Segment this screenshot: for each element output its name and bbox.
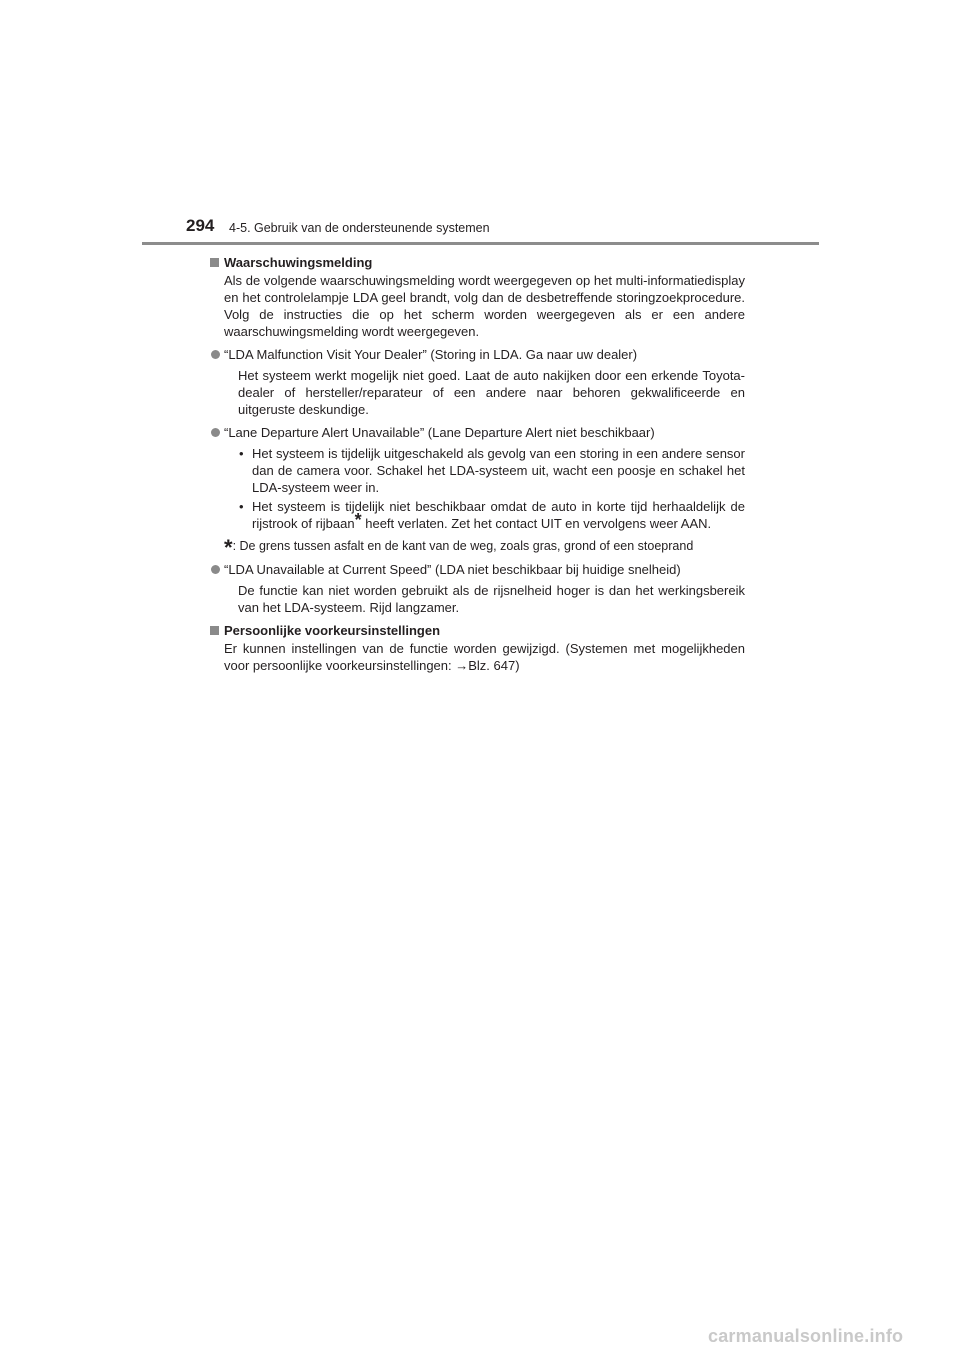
dot-marker: • xyxy=(239,446,244,461)
section-heading-text: Waarschuwingsmelding xyxy=(224,255,373,270)
sub-list-text-start: Het systeem is tijdelijk niet beschikbaar omdat de auto in korte tijd herhaaldelijk de rijstrook of rijbaan xyxy=(252,499,745,531)
round-bullet-icon xyxy=(211,428,220,437)
round-bullet-icon xyxy=(211,565,220,574)
footnote-star-icon: * xyxy=(354,510,362,530)
section-heading xyxy=(210,254,745,271)
bullet-item xyxy=(210,561,745,578)
section-paragraph xyxy=(210,640,745,674)
section-title: 4-5. Gebruik van de ondersteunende systemen xyxy=(229,221,490,235)
square-bullet-icon xyxy=(210,626,219,635)
sub-list-item xyxy=(210,498,745,532)
section-heading xyxy=(210,622,745,639)
page-reference-link[interactable]: Blz. 647) xyxy=(468,658,520,673)
bullet-title: “LDA Malfunction Visit Your Dealer” (Storing in LDA. Ga naar uw dealer) xyxy=(224,347,638,362)
bullet-paragraph: De functie kan niet worden gebruikt als de rijsnelheid hoger is dan het werkingsbereik van het LDA-systeem. Rijd langzamer. xyxy=(238,583,745,615)
bullet-item xyxy=(210,424,745,441)
sub-list-text-end: heeft verlaten. Zet het contact UIT en vervolgens weer AAN. xyxy=(361,516,712,531)
bullet-title: “LDA Unavailable at Current Speed” (LDA niet beschikbaar bij huidige snelheid) xyxy=(224,562,681,577)
header-divider xyxy=(142,242,819,245)
sub-list-item xyxy=(210,445,745,496)
watermark-logo: carmanualsonline.info xyxy=(708,1326,904,1346)
sub-list-text: Het systeem is tijdelijk uitgeschakeld als gevolg van een storing in een andere sensor dan de camera voor. Schakel het LDA-systeem uit, wacht een poosje en schakel het LDA-systeem weer in. xyxy=(252,446,745,495)
bullet-item xyxy=(210,346,745,363)
section-paragraph: Als de volgende waarschuwingsmelding wordt weergegeven op het multi-informatiedisplay en het controlelampje LDA geel brandt, volg dan de desbetreffende storingzoekprocedure. Volg de instructies die op het scherm worden weergegeven als er een andere waarschuwingsmelding wordt weergegeven. xyxy=(224,273,745,339)
dot-marker: • xyxy=(239,499,244,514)
page-content xyxy=(210,254,745,674)
arrow-icon: → xyxy=(455,658,469,673)
section-heading-text: Persoonlijke voorkeursinstellingen xyxy=(224,623,441,638)
footnote-text: : De grens tussen asfalt en de kant van de weg, zoals gras, grond of een stoeprand xyxy=(232,539,694,553)
sub-list xyxy=(210,445,745,532)
bullet-paragraph: Het systeem werkt mogelijk niet goed. Laat de auto nakijken door een erkende Toyota-dealer of hersteller/reparateur of een andere naar behoren gekwalificeerde en uitgeruste deskundige. xyxy=(238,368,745,417)
round-bullet-icon xyxy=(211,350,220,359)
footnote-star-icon: * xyxy=(224,535,233,560)
page-number: 294 xyxy=(186,216,215,235)
section-paragraph-text: Er kunnen instellingen van de functie worden gewijzigd. (Systemen met mogelijkheden voor persoonlijke voorkeursinstellingen: xyxy=(224,641,745,673)
page-header xyxy=(0,0,960,250)
square-bullet-icon xyxy=(210,258,219,267)
footnote xyxy=(210,535,745,560)
bullet-title: “Lane Departure Alert Unavailable” (Lane Departure Alert niet beschikbaar) xyxy=(224,425,655,440)
